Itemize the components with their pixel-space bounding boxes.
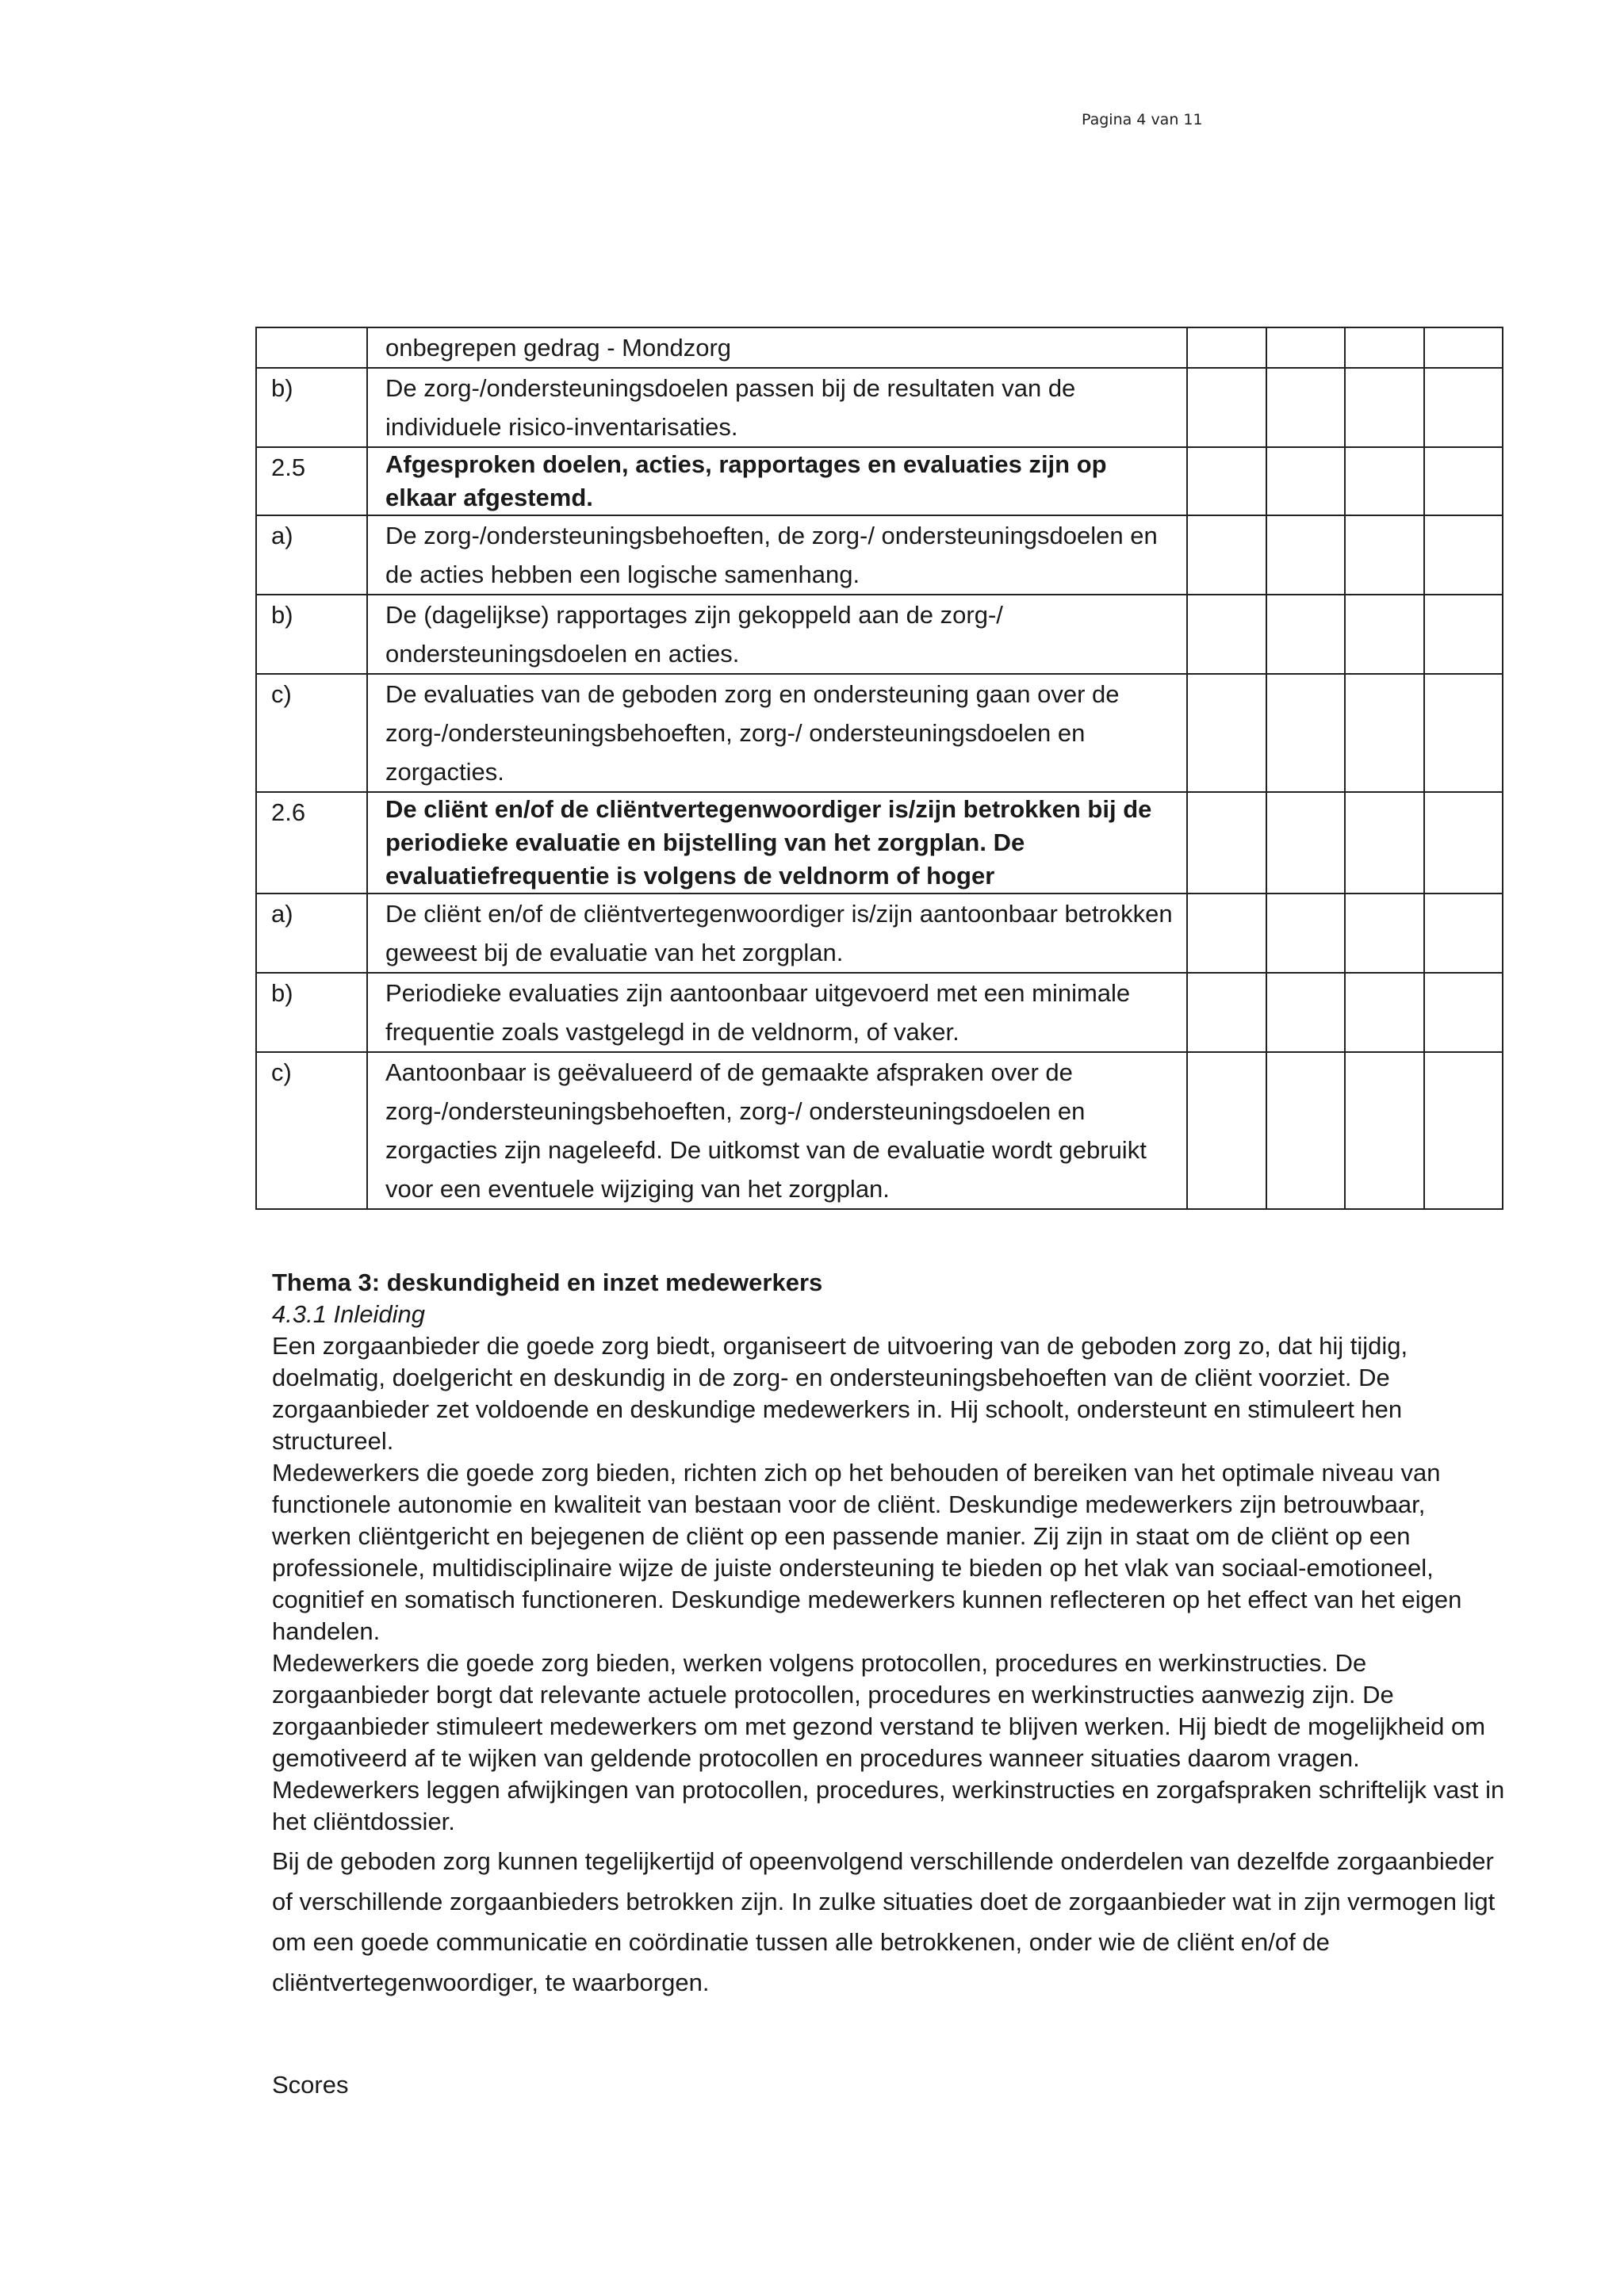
score-cell[interactable] bbox=[1187, 447, 1266, 515]
criteria-text: Periodieke evaluaties zijn aantoonbaar uitgevoerd met een minimale frequentie zoals vastgelegd in de veldnorm, of vaker. bbox=[367, 973, 1187, 1052]
criteria-code: c) bbox=[256, 1052, 367, 1209]
paragraph: Medewerkers die goede zorg bieden, werken volgens protocollen, procedures en werkinstructies. De zorgaanbieder borgt dat relevante actuele protocollen, procedures en werkinstructies aanwezig zijn. De zorgaanbieder stimuleert medewerkers om met gezond verstand te blijven werken. Hij biedt de mogelijkheid om gemotiveerd af te wijken van geldende protocollen en procedures wanneer situaties daarom vragen. Medewerkers leggen afwijkingen van protocollen, procedures, werkinstructies en zorgafspraken schriftelijk vast in het cliëntdossier. bbox=[272, 1649, 1505, 1835]
score-cell[interactable] bbox=[1187, 792, 1266, 894]
score-cell[interactable] bbox=[1345, 515, 1424, 595]
criteria-code: 2.6 bbox=[256, 792, 367, 894]
criteria-text: De (dagelijkse) rapportages zijn gekoppeld aan de zorg-/ ondersteuningsdoelen en acties. bbox=[367, 595, 1187, 674]
score-cell[interactable] bbox=[1424, 595, 1503, 674]
score-cell[interactable] bbox=[1345, 368, 1424, 447]
score-cell[interactable] bbox=[1424, 515, 1503, 595]
score-cell[interactable] bbox=[1345, 595, 1424, 674]
criteria-code: a) bbox=[256, 515, 367, 595]
criteria-text: De zorg-/ondersteuningsbehoeften, de zorg-/ ondersteuningsdoelen en de acties hebben een logische samenhang. bbox=[367, 515, 1187, 595]
score-cell[interactable] bbox=[1424, 674, 1503, 792]
score-cell[interactable] bbox=[1187, 327, 1266, 368]
criteria-text: De cliënt en/of de cliëntvertegenwoordiger is/zijn aantoonbaar betrokken geweest bij de evaluatie van het zorgplan. bbox=[367, 894, 1187, 973]
criteria-row bbox=[256, 674, 1503, 792]
score-cell[interactable] bbox=[1266, 368, 1346, 447]
score-cell[interactable] bbox=[1187, 595, 1266, 674]
scores-label: Scores bbox=[272, 2071, 349, 2099]
score-cell[interactable] bbox=[1345, 1052, 1424, 1209]
criteria-row bbox=[256, 595, 1503, 674]
score-cell[interactable] bbox=[1424, 792, 1503, 894]
criteria-code bbox=[256, 327, 367, 368]
score-cell[interactable] bbox=[1345, 674, 1424, 792]
score-cell[interactable] bbox=[1266, 1052, 1346, 1209]
page-number: Pagina 4 van 11 bbox=[1082, 111, 1203, 128]
criteria-row bbox=[256, 792, 1503, 894]
score-cell[interactable] bbox=[1345, 894, 1424, 973]
criteria-row bbox=[256, 1052, 1503, 1209]
criteria-row bbox=[256, 973, 1503, 1052]
criteria-row bbox=[256, 515, 1503, 595]
score-cell[interactable] bbox=[1266, 894, 1346, 973]
criteria-code: b) bbox=[256, 368, 367, 447]
criteria-row bbox=[256, 327, 1503, 368]
criteria-table-body bbox=[256, 327, 1503, 1209]
paragraph: Medewerkers die goede zorg bieden, richten zich op het behouden of bereiken van het optimale niveau van functionele autonomie en kwaliteit van bestaan voor de cliënt. Deskundige medewerkers zijn betrouwbaar, werken cliëntgericht en bejegenen de cliënt op een passende manier. Zij zijn in staat om de cliënt op een professionele, multidisciplinaire wijze de juiste ondersteuning te bieden op het vlak van sociaal-emotioneel, cognitief en somatisch functioneren. Deskundige medewerkers kunnen reflecteren op het effect van het eigen handelen. bbox=[272, 1459, 1462, 1645]
criteria-text: Afgesproken doelen, acties, rapportages en evaluaties zijn op elkaar afgestemd. bbox=[367, 447, 1187, 515]
score-cell[interactable] bbox=[1187, 515, 1266, 595]
criteria-text: De zorg-/ondersteuningsdoelen passen bij de resultaten van de individuele risico-inventarisaties. bbox=[367, 368, 1187, 447]
score-cell[interactable] bbox=[1266, 515, 1346, 595]
criteria-table bbox=[255, 327, 1503, 1210]
score-cell[interactable] bbox=[1266, 327, 1346, 368]
score-cell[interactable] bbox=[1424, 894, 1503, 973]
score-cell[interactable] bbox=[1187, 368, 1266, 447]
paragraph: Bij de geboden zorg kunnen tegelijkertijd of opeenvolgend verschillende onderdelen van dezelfde zorgaanbieder of verschillende zorgaanbieders betrokken zijn. In zulke situaties doet de zorgaanbieder wat in zijn vermogen ligt om een goede communicatie en coördinatie tussen alle betrokkenen, onder wie de cliënt en/of de cliëntvertegenwoordiger, te waarborgen. bbox=[272, 1847, 1496, 1996]
criteria-code: b) bbox=[256, 973, 367, 1052]
score-cell[interactable] bbox=[1424, 327, 1503, 368]
score-cell[interactable] bbox=[1345, 792, 1424, 894]
score-cell[interactable] bbox=[1266, 792, 1346, 894]
score-cell[interactable] bbox=[1345, 447, 1424, 515]
score-cell[interactable] bbox=[1424, 1052, 1503, 1209]
score-cell[interactable] bbox=[1266, 595, 1346, 674]
criteria-code: b) bbox=[256, 595, 367, 674]
criteria-text: De evaluaties van de geboden zorg en ondersteuning gaan over de zorg-/ondersteuningsbehoeften, zorg-/ ondersteuningsdoelen en zorgacties. bbox=[367, 674, 1187, 792]
criteria-code: c) bbox=[256, 674, 367, 792]
paragraph: Een zorgaanbieder die goede zorg biedt, organiseert de uitvoering van de geboden zorg zo, dat hij tijdig, doelmatig, doelgericht en deskundig in de zorg- en ondersteuningsbehoeften van de cliënt voorziet. De zorgaanbieder zet voldoende en deskundige medewerkers in. Hij schoolt, ondersteunt en stimuleert hen structureel. bbox=[272, 1332, 1408, 1455]
criteria-code: 2.5 bbox=[256, 447, 367, 515]
criteria-row bbox=[256, 368, 1503, 447]
criteria-text: De cliënt en/of de cliëntvertegenwoordiger is/zijn betrokken bij de periodieke evaluatie en bijstelling van het zorgplan. De evaluatiefrequentie is volgens de veldnorm of hoger bbox=[367, 792, 1187, 894]
criteria-text: Aantoonbaar is geëvalueerd of de gemaakte afspraken over de zorg-/ondersteuningsbehoeften, zorg-/ ondersteuningsdoelen en zorgacties zijn nageleefd. De uitkomst van de evaluatie wordt gebruikt voor een eventuele wijziging van het zorgplan. bbox=[367, 1052, 1187, 1209]
section-subtitle: 4.3.1 Inleiding bbox=[272, 1300, 426, 1328]
score-cell[interactable] bbox=[1266, 674, 1346, 792]
criteria-row bbox=[256, 447, 1503, 515]
section-title: Thema 3: deskundigheid en inzet medewerkers bbox=[272, 1269, 823, 1296]
score-cell[interactable] bbox=[1345, 973, 1424, 1052]
thema-section bbox=[272, 1267, 1509, 2101]
score-cell[interactable] bbox=[1266, 973, 1346, 1052]
score-cell[interactable] bbox=[1187, 973, 1266, 1052]
score-cell[interactable] bbox=[1424, 447, 1503, 515]
score-cell[interactable] bbox=[1424, 973, 1503, 1052]
score-cell[interactable] bbox=[1424, 368, 1503, 447]
criteria-row bbox=[256, 894, 1503, 973]
score-cell[interactable] bbox=[1187, 1052, 1266, 1209]
criteria-text: onbegrepen gedrag - Mondzorg bbox=[367, 327, 1187, 368]
score-cell[interactable] bbox=[1187, 894, 1266, 973]
score-cell[interactable] bbox=[1266, 447, 1346, 515]
score-cell[interactable] bbox=[1345, 327, 1424, 368]
score-cell[interactable] bbox=[1187, 674, 1266, 792]
criteria-code: a) bbox=[256, 894, 367, 973]
